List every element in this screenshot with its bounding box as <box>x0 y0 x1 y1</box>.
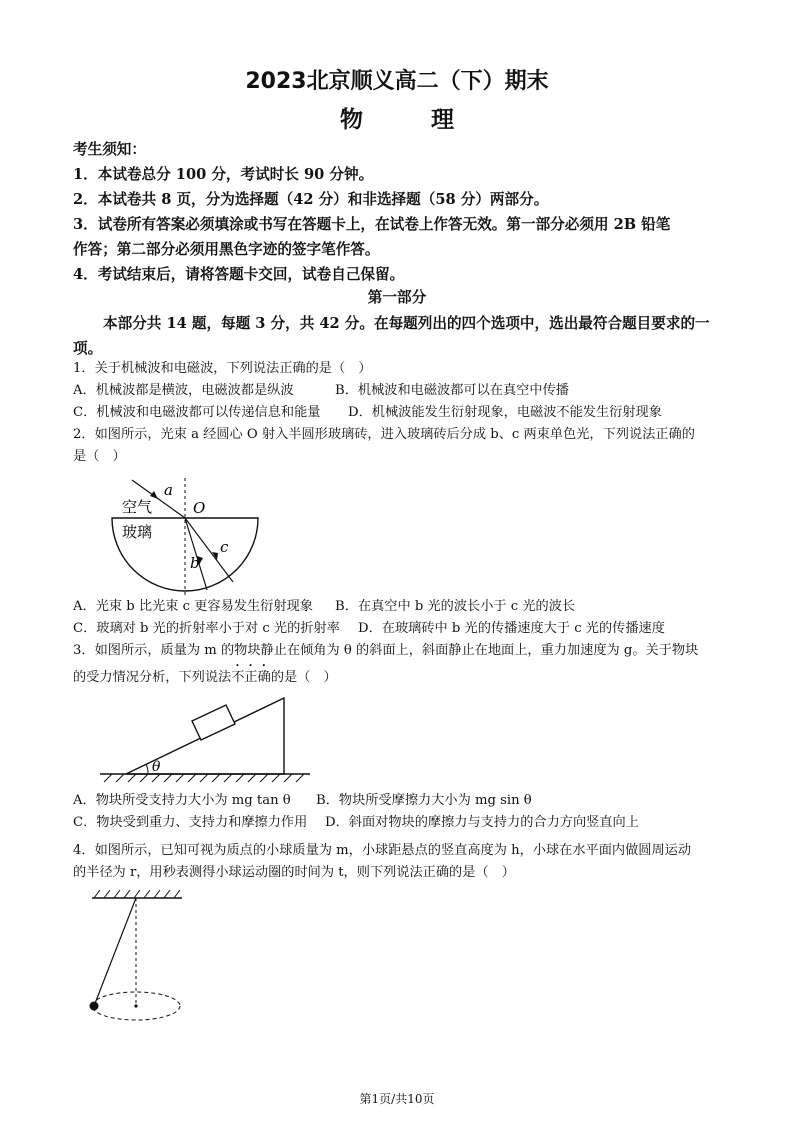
question-3-options <box>73 790 728 834</box>
label-air: 空气 <box>122 498 153 516</box>
notes-item: 作答；第二部分必须用黑色字迹的签字笔作答。 <box>73 241 380 258</box>
question-stem: 是（ ） <box>73 449 126 464</box>
option-b: B．物块所受摩擦力大小为 mg sin θ <box>316 793 532 808</box>
question-4 <box>73 840 728 884</box>
label-theta: θ <box>152 759 161 775</box>
question-stem: 3．如图所示，质量为 m 的物块静止在倾角为 θ 的斜面上，斜面静止在地面上，重力加速度为 g。关于物块 <box>73 643 699 658</box>
label-glass: 玻璃 <box>122 523 153 541</box>
ball <box>90 1002 99 1011</box>
conical-pendulum-diagram <box>86 888 196 1028</box>
question-stem: 2．如图所示，光束 a 经圆心 O 射入半圆形玻璃砖，进入玻璃砖后分成 b、c 两束单色光，下列说法正确的 <box>73 427 695 442</box>
subject-char-2: 理 <box>431 107 455 133</box>
section-title: 第一部分 <box>367 289 427 306</box>
option-b: B．在真空中 b 光的波长小于 c 光的波长 <box>335 599 576 614</box>
circle-center <box>134 1004 137 1007</box>
block <box>192 705 235 740</box>
exam-title: 2023北京顺义高二（下）期末 <box>245 69 549 94</box>
option-b: B．机械波和电磁波都可以在真空中传播 <box>335 383 569 398</box>
ground-hatch <box>104 774 304 782</box>
option-d: D．机械波能发生衍射现象，电磁波不能发生衍射现象 <box>348 405 662 420</box>
option-c: C．物块受到重力、支持力和摩擦力作用 <box>73 815 308 830</box>
option-c: C．机械波和电磁波都可以传递信息和能量 <box>73 405 321 420</box>
label-c: c <box>220 538 229 556</box>
ceiling-hatch <box>94 890 180 898</box>
notes-item: 4．考试结束后，请将答题卡交回，试卷自己保留。 <box>73 266 405 283</box>
label-a: a <box>164 481 173 499</box>
option-a: A．物块所受支持力大小为 mg tan θ <box>73 793 291 808</box>
subject-title <box>0 101 794 134</box>
label-o: O <box>193 499 206 517</box>
option-d: D．在玻璃砖中 b 光的传播速度大于 c 光的传播速度 <box>358 621 665 636</box>
question-stem: 4．如图所示，已知可视为质点的小球质量为 m，小球距悬点的竖直高度为 h，小球在水平面内做圆周运动 <box>73 843 692 858</box>
notes-item: 2．本试卷共 8 页，分为选择题（42 分）和非选择题（58 分）两部分。 <box>73 191 549 208</box>
notes-item: 3．试卷所有答案必须填涂或书写在答题卡上，在试卷上作答无效。第一部分必须用 2B 铅笔 <box>73 216 671 233</box>
option-a: A．机械波都是横波，电磁波都是纵波 <box>73 383 294 398</box>
notes-item: 1．本试卷总分 100 分，考试时长 90 分钟。 <box>73 166 374 183</box>
question-2 <box>73 424 728 468</box>
question-stem: 1．关于机械波和电磁波，下列说法正确的是（ ） <box>73 361 372 376</box>
subject-char-1: 物 <box>339 107 363 133</box>
label-b: b <box>190 554 200 572</box>
notes-heading: 考生须知： <box>73 141 146 158</box>
string <box>94 898 136 1006</box>
glass-prism-diagram <box>100 470 280 595</box>
section-intro: 本部分共 14 题，每题 3 分，共 42 分。在每题列出的四个选项中，选出最符合题目要求的一项。 <box>73 315 710 357</box>
option-a: A．光束 b 比光束 c 更容易发生衍射现象 <box>73 599 313 614</box>
angle-arc <box>146 764 148 774</box>
candidate-notes <box>73 137 733 287</box>
question-3 <box>73 640 728 689</box>
question-2-options <box>73 596 728 640</box>
option-d: D．斜面对物块的摩擦力与支持力的合力方向竖直向上 <box>325 815 639 830</box>
question-stem: 的半径为 r，用秒表测得小球运动圈的时间为 t，则下列说法正确的是（ ） <box>73 865 515 880</box>
option-c: C．玻璃对 b 光的折射率小于对 c 光的折射率 <box>73 621 340 636</box>
question-stem: 的受力情况分析，下列说法不正确的是（ ） <box>73 670 337 685</box>
page-footer: 第1页/共10页 <box>359 1092 435 1106</box>
question-1 <box>73 358 728 424</box>
incline-diagram <box>96 694 316 784</box>
emphasis-text: 不正确 <box>231 670 271 685</box>
